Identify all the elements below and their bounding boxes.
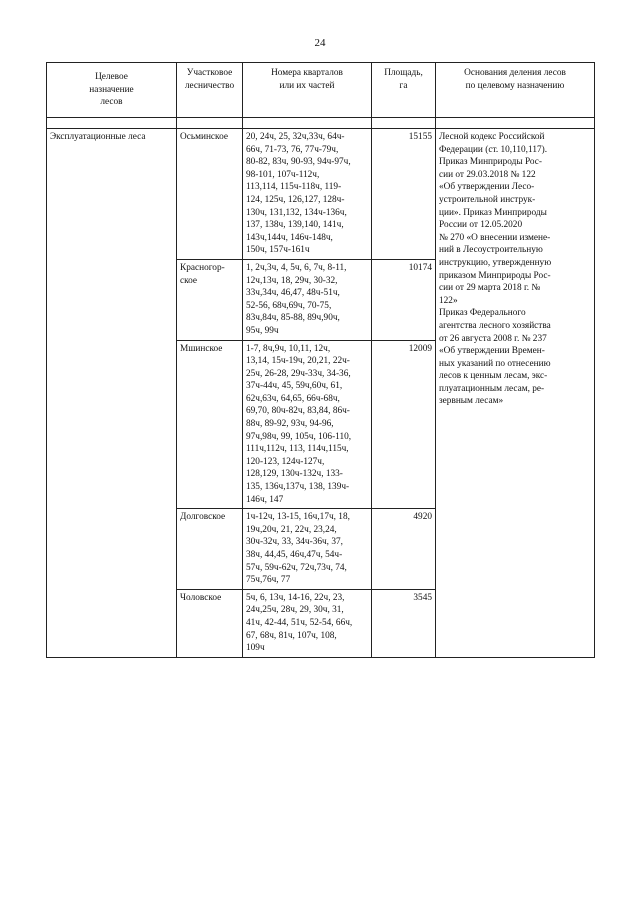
quarters-cell: 5ч, 6, 13ч, 14-16, 22ч, 23, 24ч,25ч, 28ч, 29, 30ч, 31, 41ч, 42-44, 51ч, 52-54, 66ч, 67, 68ч, 81ч, 107ч, 108, 109ч [243,589,372,657]
header-quarters: Номера кварталов или их частей [243,63,372,118]
header-area: Площадь, га [372,63,436,118]
header-forestry: Участковое лесничество [177,63,243,118]
forestry-cell: Мшинское [177,340,243,509]
table-header-row [47,63,595,118]
area-cell: 12009 [372,340,436,509]
purpose-cell: Эксплуатационные леса [47,129,177,658]
forestry-cell: Чоловское [177,589,243,657]
spacer-row [47,118,595,129]
basis-cell: Лесной кодекс Российской Федерации (ст. 10,110,117). Приказ Минприроды Рос- сии от 29.03.2018 № 122 «Об утверждении Лесо- устроительной инструк- ции». Приказ Минприроды России от 12.05.2020 № 270 «О внесении измене- ний в Лесоустроительную инструкцию, утвержденную приказом Минприроды Рос- сии от 29 марта 2018 г. № 122» Приказ Федерального агентства лесного хозяйства от 26 августа 2008 г. № 237 «Об утверждении Времен- ных указаний по отнесению лесов к ценным лесам, экс- плуатационным лесам, ре- зервным лесам» [436,129,595,658]
forestry-cell: Долговское [177,509,243,590]
table-row [47,129,595,260]
quarters-cell: 20, 24ч, 25, 32ч,33ч, 64ч- 66ч, 71-73, 76, 77ч-79ч, 80-82, 83ч, 90-93, 94ч-97ч, 98-101, 107ч-112ч, 113,114, 115ч-118ч, 119- 124, 125ч, 126,127, 128ч- 130ч, 131,132, 134ч-136ч, 137, 138ч, 139,140, 141ч, 143ч,144ч, 146ч-148ч, 150ч, 157ч-161ч [243,129,372,260]
header-purpose: Целевое назначение лесов [47,63,177,118]
forestry-cell: Осьминское [177,129,243,260]
page-number: 24 [314,37,326,49]
header-basis: Основания деления лесов по целевому назначению [436,63,595,118]
forest-purpose-table [46,62,595,658]
forestry-cell: Красногор- ское [177,259,243,340]
area-cell: 3545 [372,589,436,657]
area-cell: 15155 [372,129,436,260]
quarters-cell: 1-7, 8ч,9ч, 10,11, 12ч, 13,14, 15ч-19ч, 20,21, 22ч- 25ч, 26-28, 29ч-33ч, 34-36, 37ч-44ч, 45, 59ч,60ч, 61, 62ч,63ч, 64,65, 66ч-68ч, 69,70, 80ч-82ч, 83,84, 86ч- 88ч, 89-92, 93ч, 94-96, 97ч,98ч, 99, 105ч, 106-110, 111ч,112ч, 113, 114ч,115ч, 120-123, 124ч-127ч, 128,129, 130ч-132ч, 133- 135, 136ч,137ч, 138, 139ч- 146ч, 147 [243,340,372,509]
area-cell: 10174 [372,259,436,340]
quarters-cell: 1ч-12ч, 13-15, 16ч,17ч, 18, 19ч,20ч, 21, 22ч, 23,24, 30ч-32ч, 33, 34ч-36ч, 37, 38ч, 44,45, 46ч,47ч, 54ч- 57ч, 59ч-62ч, 72ч,73ч, 74, 75ч,76ч, 77 [243,509,372,590]
quarters-cell: 1, 2ч,3ч, 4, 5ч, 6, 7ч, 8-11, 12ч,13ч, 18, 29ч, 30-32, 33ч,34ч, 46,47, 48ч-51ч, 52-56, 68ч,69ч, 70-75, 83ч,84ч, 85-88, 89ч,90ч, 95ч, 99ч [243,259,372,340]
area-cell: 4920 [372,509,436,590]
